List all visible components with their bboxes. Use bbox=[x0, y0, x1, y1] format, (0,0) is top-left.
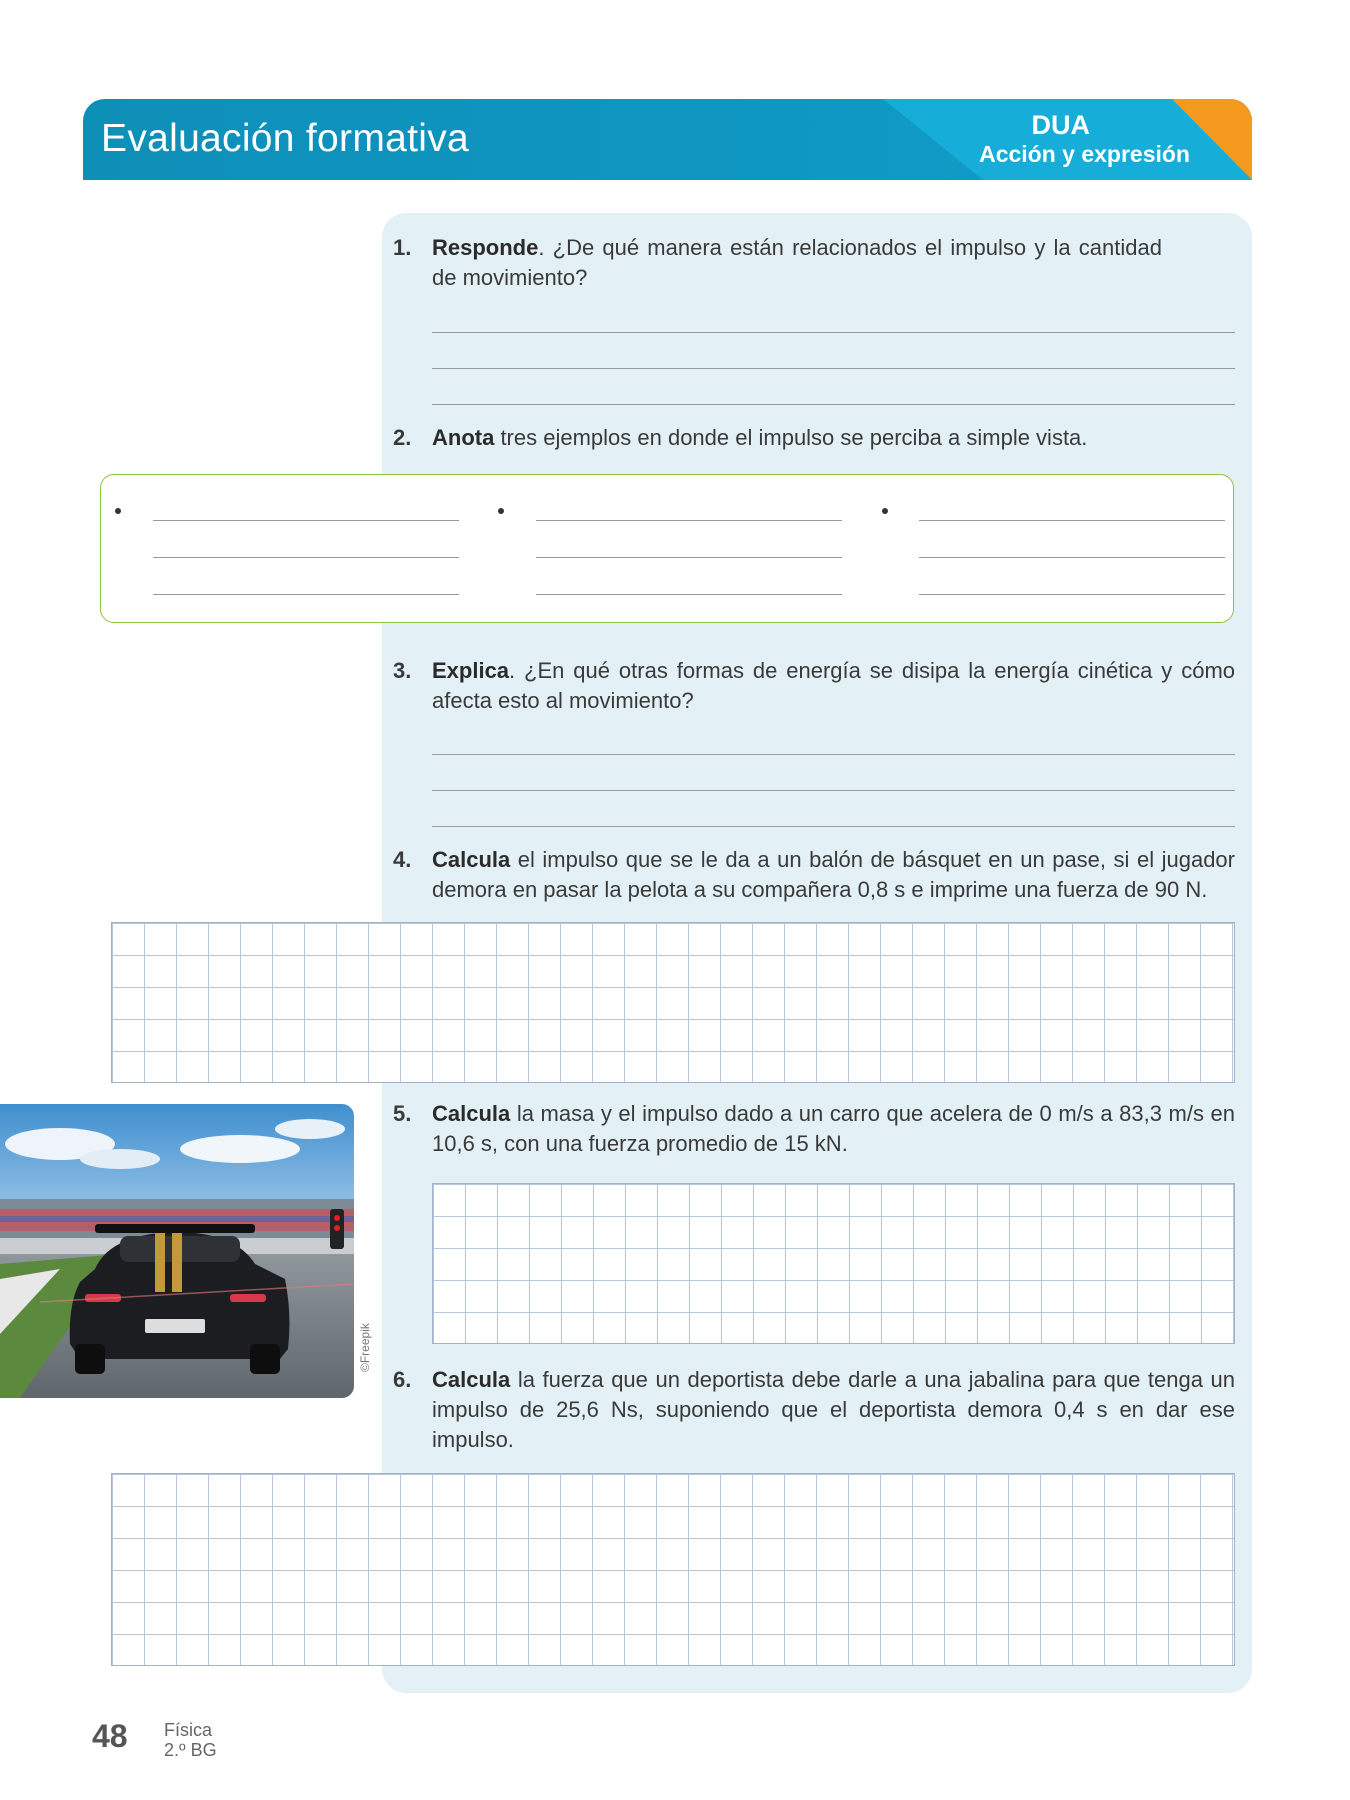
answer-line[interactable] bbox=[432, 332, 1235, 333]
question-6-verb: Calcula bbox=[432, 1367, 511, 1392]
question-3-verb: Explica bbox=[432, 658, 510, 683]
question-4-verb: Calcula bbox=[432, 847, 511, 872]
question-6-text: la fuerza que un deportista debe darle a una jabalina para que tenga un impulso de 25,6 Ns, suponiendo que el deportista demora 0,4 s en dar ese impulso. bbox=[432, 1367, 1235, 1452]
question-4-text: el impulso que se le da a un balón de básquet en un pase, si el jugador demora en pasar la pelota a su compañera 0,8 s e imprime una fuerza de 90 N. bbox=[432, 847, 1235, 902]
example-3-line[interactable] bbox=[919, 520, 1225, 521]
race-car-photo bbox=[0, 1104, 354, 1398]
answer-line[interactable] bbox=[432, 754, 1235, 755]
question-3: 3. Explica. ¿En qué otras formas de energía se disipa la energía cinética y cómo afecta esto al movimiento? bbox=[393, 658, 1235, 713]
dua-title: DUA bbox=[1031, 110, 1090, 140]
bullet-dot bbox=[115, 508, 121, 514]
example-2-line[interactable] bbox=[536, 520, 842, 521]
question-5: 5. Calcula la masa y el impulso dado a un carro que acelera de 0 m/s a 83,3 m/s en 10,6 s, con una fuerza promedio de 15 kN. bbox=[393, 1101, 1235, 1156]
subject-label bbox=[164, 1720, 217, 1760]
page-number: 48 bbox=[92, 1718, 128, 1754]
grade-level: 2.º BG bbox=[164, 1740, 217, 1760]
question-6: 6. Calcula la fuerza que un deportista debe darle a una jabalina para que tenga un impulso de 25,6 Ns, suponiendo que el deportista demora 0,4 s en dar ese impulso. bbox=[393, 1367, 1235, 1452]
question-5-text: la masa y el impulso dado a un carro que acelera de 0 m/s a 83,3 m/s en 10,6 s, con una fuerza promedio de 15 kN. bbox=[432, 1101, 1235, 1156]
question-3-text: . ¿En qué otras formas de energía se disipa la energía cinética y cómo afecta esto al movimiento? bbox=[432, 658, 1235, 713]
work-grid-6[interactable] bbox=[111, 1473, 1235, 1666]
example-3-line[interactable] bbox=[919, 557, 1225, 558]
question-1-text: . ¿De qué manera están relacionados el impulso y la cantidad de movimiento? bbox=[432, 235, 1162, 290]
section-header bbox=[83, 99, 1252, 180]
answer-line[interactable] bbox=[432, 404, 1235, 405]
question-2: 2. Anota tres ejemplos en donde el impulso se perciba a simple vista. bbox=[393, 425, 1088, 450]
example-1-line[interactable] bbox=[153, 557, 459, 558]
bullet-dot bbox=[882, 508, 888, 514]
answer-line[interactable] bbox=[432, 826, 1235, 827]
examples-box bbox=[100, 474, 1234, 623]
work-grid-5[interactable] bbox=[432, 1183, 1235, 1344]
bullet-dot bbox=[498, 508, 504, 514]
example-2-line[interactable] bbox=[536, 557, 842, 558]
dua-subtitle: Acción y expresión bbox=[979, 141, 1190, 167]
subject-name: Física bbox=[164, 1720, 213, 1740]
question-4: 4. Calcula el impulso que se le da a un balón de básquet en un pase, si el jugador demora en pasar la pelota a su compañera 0,8 s e imprime una fuerza de 90 N. bbox=[393, 847, 1235, 902]
photo-credit: ©Freepik bbox=[358, 1323, 372, 1372]
question-2-verb: Anota bbox=[432, 425, 495, 450]
race-car-image bbox=[0, 1104, 354, 1398]
work-grid-4[interactable] bbox=[111, 922, 1235, 1083]
example-2-line[interactable] bbox=[536, 594, 842, 595]
question-2-text: tres ejemplos en donde el impulso se perciba a simple vista. bbox=[494, 425, 1088, 450]
question-5-verb: Calcula bbox=[432, 1101, 511, 1126]
answer-line[interactable] bbox=[432, 790, 1235, 791]
question-1: 1. Responde. ¿De qué manera están relacionados el impulso y la cantidad de movimiento? bbox=[393, 235, 1162, 290]
section-title: Evaluación formativa bbox=[101, 117, 470, 160]
answer-line[interactable] bbox=[432, 368, 1235, 369]
example-1-line[interactable] bbox=[153, 520, 459, 521]
example-1-line[interactable] bbox=[153, 594, 459, 595]
example-3-line[interactable] bbox=[919, 594, 1225, 595]
question-1-verb: Responde bbox=[432, 235, 539, 260]
